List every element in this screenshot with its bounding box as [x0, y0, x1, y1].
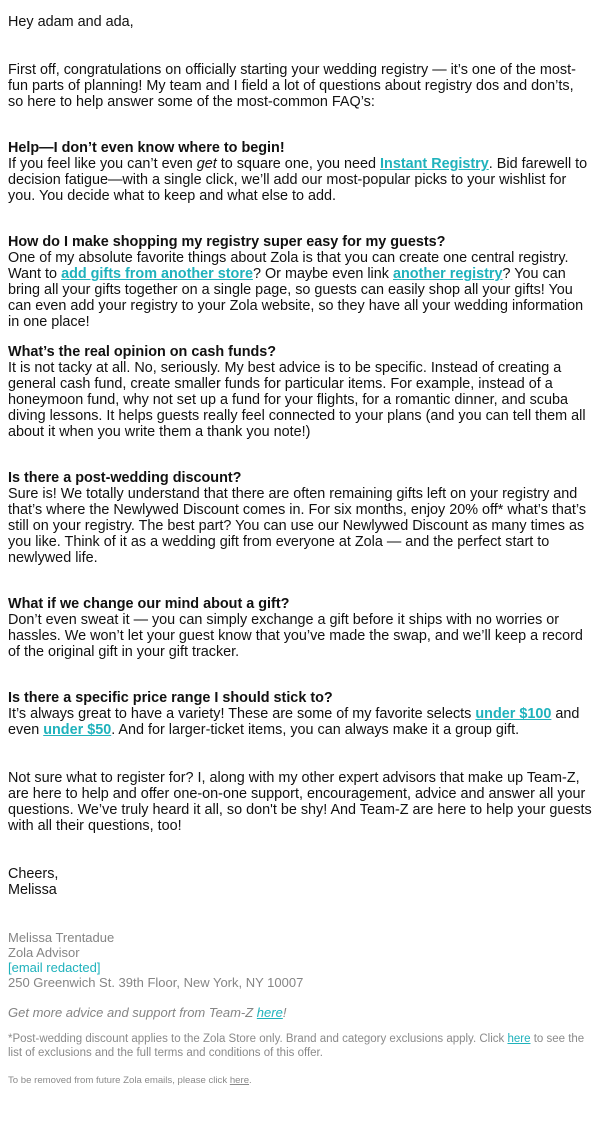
unsubscribe-here-link[interactable]: here — [229, 1075, 250, 1086]
unsubscribe-line: To be removed from future Zola emails, please click here. — [8, 1075, 252, 1086]
under-50-link[interactable]: under $50 — [43, 722, 112, 738]
email-signature — [8, 930, 592, 990]
exclusions-here-link[interactable]: here — [507, 1033, 531, 1045]
under-100-link[interactable]: under $100 — [475, 706, 552, 722]
instant-registry-link[interactable]: Instant Registry — [380, 156, 489, 172]
signature-name: Melissa Trentadue — [8, 930, 115, 945]
greeting: Hey adam and ada, — [8, 14, 134, 30]
faq-title: How do I make shopping my registry super easy for my guests? — [8, 234, 446, 250]
faq-instant-registry: Help—I don’t even know where to begin! If you feel like you can’t even get to square one, you need Instant Registry. Bid farewell to decision fatigue—with a single click, we’ll add our most-popular picks to your wishlist for you. You decide what to keep and what else to add. — [8, 140, 588, 204]
faq-change-mind: What if we change our mind about a gift? Don’t even sweat it — you can simply exchange a gift before it ships with no worries or hassles. We won’t let your guest know that you’ve made the swap, and we’ll keep a record of the original gift in your gift tracker. — [8, 596, 583, 660]
advice-line: Get more advice and support from Team-Z here! — [8, 1005, 287, 1020]
faq-title: Is there a specific price range I should stick to? — [8, 690, 333, 706]
faq-post-wedding-discount: Is there a post-wedding discount? Sure is! We totally understand that there are often remaining gifts left on your registry and that’s where the Newlywed Discount comes in. For six months, enjoy 20% off* what’s that’s still on your registry. The best part? You can use our Newlywed Discount as many times as you like. Think of it as a wedding gift from everyone at Zola — and the perfect start to newlywed life. — [8, 470, 587, 566]
faq-cash-funds: What’s the real opinion on cash funds? It is not tacky at all. No, seriously. My best advice is to be specific. Instead of creating a general cash fund, create smaller funds for particular items. For example, instead of a honeymoon fund, why not set up a fund for your flights, for a romantic dinner, and scuba diving lessons. It helps guests really feel connected to your plans (and you can tell them all about it when you write them a thank you note!) — [8, 344, 586, 440]
discount-disclaimer: *Post-wedding discount applies to the Zola Store only. Brand and category exclusions apply. Click here to see the list of exclusions and the full terms and conditions of this offer. — [8, 1033, 585, 1059]
signature-address: 250 Greenwich St. 39th Floor, New York, NY 10007 — [8, 975, 304, 990]
signature-role: Zola Advisor — [8, 945, 80, 960]
faq-easy-shopping: How do I make shopping my registry super easy for my guests? One of my absolute favorite things about Zola is that you can create one central registry. Want to add gifts from another store? Or maybe even link another registry? You can bring all your gifts together on a single page, so guests can easily shop all your gifts! You can even add your registry to your Zola website, so they have all your wedding information in one place! — [8, 234, 584, 330]
another-registry-link[interactable]: another registry — [392, 266, 503, 282]
faq-title: What if we change our mind about a gift? — [8, 596, 290, 612]
faq-price-range: Is there a specific price range I should stick to? It’s always great to have a variety! These are some of my favorite selects under $100 and even under $50. And for larger-ticket items, you can always make it a group gift. — [8, 690, 580, 738]
sender-first-name: Melissa — [8, 882, 57, 898]
faq-title: Is there a post-wedding discount? — [8, 470, 242, 486]
team-z-here-link[interactable]: here — [256, 1005, 283, 1020]
signature-email[interactable]: [email redacted] — [8, 960, 101, 975]
intro-paragraph: First off, congratulations on officially starting your wedding registry — it’s one of the most-fun parts of planning! My team and I field a lot of questions about registry dos and don’ts, so here to help answer some of the most-common FAQ’s: — [8, 62, 576, 110]
signoff: Cheers, Melissa — [8, 866, 59, 898]
closing-paragraph: Not sure what to register for? I, along with my other expert advisors that make up Team-Z, are here to help and offer one-on-one support, encouragement, advice and answer all your questions. We’ve truly heard it all, so don't be shy! And Team-Z are here to help your guests with all their questions, too! — [8, 770, 592, 834]
faq-title: What’s the real opinion on cash funds? — [8, 344, 277, 360]
add-gifts-from-another-store-link[interactable]: add gifts from another store — [61, 266, 253, 282]
faq-title: Help—I don’t even know where to begin! — [8, 140, 285, 156]
